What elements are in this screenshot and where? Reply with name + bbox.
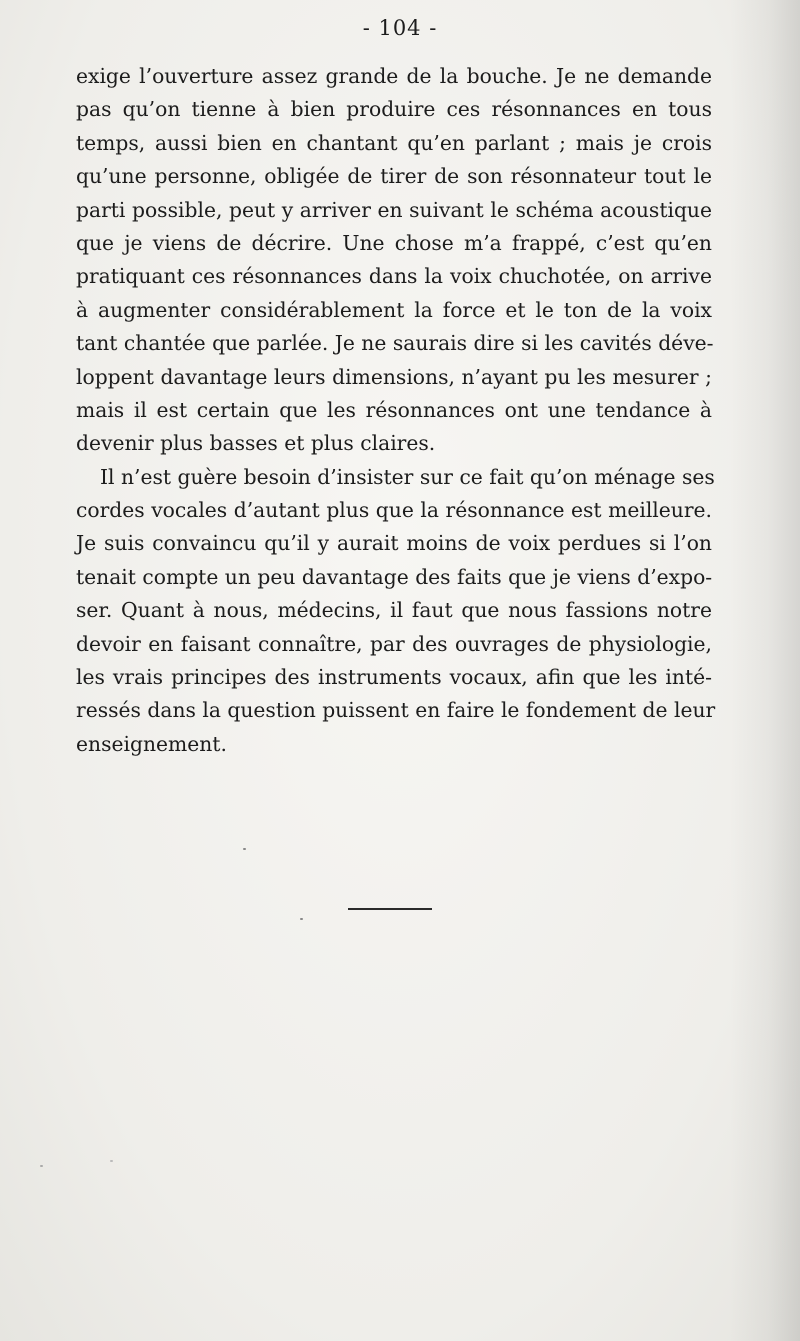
page-number: - 104 -: [362, 16, 438, 40]
text-line: exige l’ouverture assez grande de la bouche. Je ne demande: [76, 64, 712, 88]
text-line: enseignement.: [76, 731, 227, 756]
text-line: devoir en faisant connaître, par des ouvrages de physiologie,: [76, 631, 712, 656]
text-line: pas qu’on tienne à bien produire ces résonnances en tous: [76, 97, 712, 122]
text-line: temps, aussi bien en chantant qu’en parlant ; mais je crois: [76, 130, 712, 155]
print-speck: [243, 848, 246, 850]
section-end-rule: [348, 908, 432, 910]
print-speck: [40, 1165, 43, 1167]
print-speck: [110, 1160, 113, 1162]
text-line: que je viens de décrire. Une chose m’a frappé, c’est qu’en: [76, 230, 712, 255]
text-line: tenait compte un peu davantage des faits que je viens d’expo-: [76, 564, 713, 589]
page-edge-shadow: [730, 0, 800, 1341]
text-line: Je suis convaincu qu’il y aurait moins de voix perdues si l’on: [76, 531, 712, 556]
text-line: devenir plus basses et plus claires.: [76, 431, 436, 456]
text-line: qu’une personne, obligée de tirer de son résonnateur tout le: [76, 164, 712, 189]
text-line: ressés dans la question puissent en faire le fondement de leur: [76, 698, 716, 723]
text-line: cordes vocales d’autant plus que la résonnance est meilleure.: [76, 498, 712, 523]
paragraph-2: [76, 461, 716, 762]
text-line: tant chantée que parlée. Je ne saurais dire si les cavités déve-: [76, 331, 714, 356]
body-text: [76, 60, 716, 761]
print-speck: [300, 918, 303, 920]
text-line: ser. Quant à nous, médecins, il faut que nous fassions notre: [76, 598, 712, 623]
text-line: loppent davantage leurs dimensions, n’ayant pu les mesurer ;: [76, 364, 712, 389]
text-line: mais il est certain que les résonnances ont une tendance à: [76, 397, 712, 422]
text-line: pratiquant ces résonnances dans la voix chuchotée, on arrive: [76, 264, 712, 289]
text-line: à augmenter considérablement la force et le ton de la voix: [76, 297, 712, 322]
text-line: parti possible, peut y arriver en suivant le schéma acoustique: [76, 197, 712, 222]
text-line: les vrais principes des instruments vocaux, afin que les inté-: [76, 665, 712, 690]
paragraph-1: [76, 60, 712, 461]
text-line: Il n’est guère besoin d’insister sur ce fait qu’on ménage ses: [100, 464, 715, 489]
